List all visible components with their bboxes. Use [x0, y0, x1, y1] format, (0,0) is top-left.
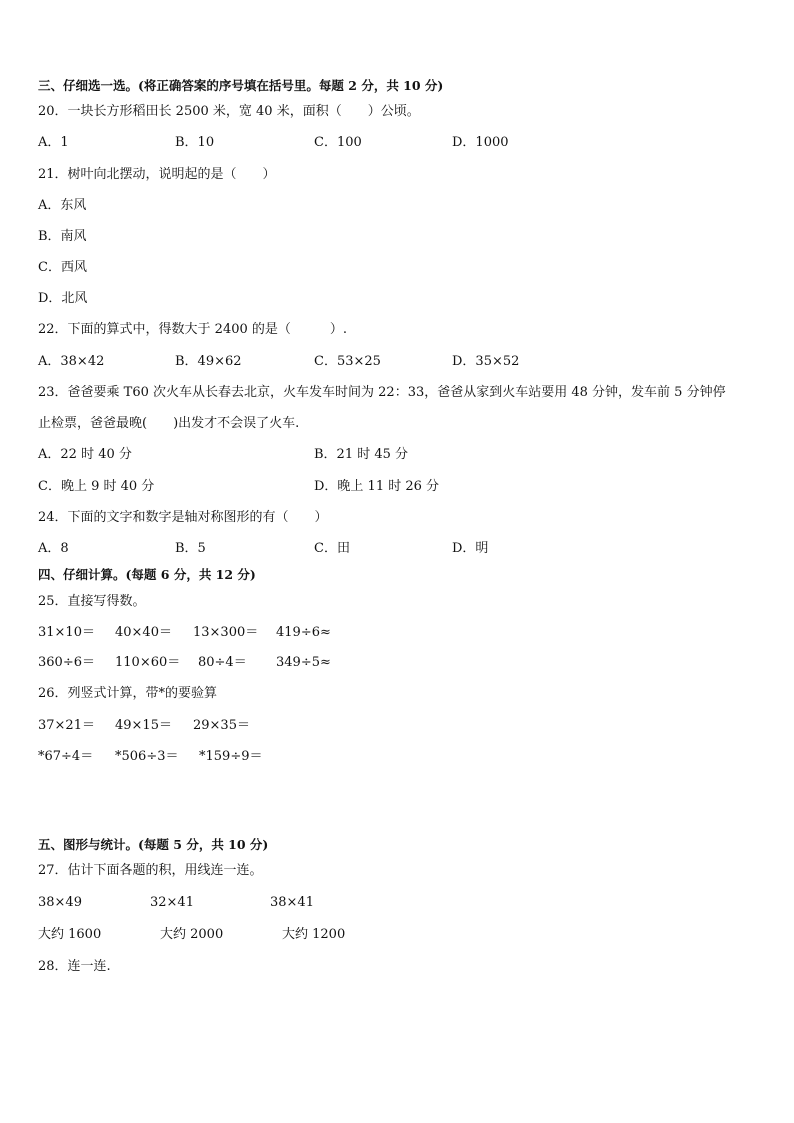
q20-option-b: B．10: [175, 135, 215, 150]
q21-option-b: B．南风: [38, 229, 87, 244]
question-24-stem: 24．下面的文字和数字是轴对称图形的有（ ）: [38, 510, 328, 525]
section-heading-calculation: 四、仔细计算。(每题 6 分，共 12 分): [38, 567, 256, 582]
question-21-stem: 21．树叶向北摆动，说明起的是（ ）: [38, 167, 276, 182]
q24-option-a: A．8: [38, 541, 69, 556]
q27-estimate: 大约 1600: [38, 927, 102, 942]
q20-option-d: D．1000: [452, 135, 509, 150]
question-20-stem: 20．一块长方形稻田长 2500 米，宽 40 米，面积（ ）公顷。: [38, 104, 420, 119]
q20-option-a: A．1: [38, 135, 69, 150]
section-heading-choice: 三、仔细选一选。(将正确答案的序号填在括号里。每题 2 分，共 10 分): [38, 78, 444, 93]
q27-product: 32×41: [150, 895, 194, 910]
q22-option-a: A．38×42: [38, 354, 105, 369]
q23-option-c: C．晚上 9 时 40 分: [38, 479, 155, 494]
q20-option-c: C．100: [314, 135, 362, 150]
q21-option-a: A．东风: [38, 198, 87, 213]
q26-expr: *67÷4＝: [38, 749, 94, 764]
q26-expr: 29×35＝: [193, 718, 250, 733]
q24-option-b: B．5: [175, 541, 206, 556]
question-25-stem: 25．直接写得数。: [38, 594, 146, 609]
q22-option-c: C．53×25: [314, 354, 381, 369]
q23-option-d: D．晚上 11 时 26 分: [314, 479, 440, 494]
q25-expr: 40×40＝: [115, 625, 172, 640]
q25-expr: 13×300＝: [193, 625, 259, 640]
q27-estimate: 大约 1200: [282, 927, 346, 942]
section-heading-graphs: 五、图形与统计。(每题 5 分，共 10 分): [38, 837, 269, 852]
q26-expr: 37×21＝: [38, 718, 95, 733]
question-23-stem-line1: 23．爸爸要乘 T60 次火车从长春去北京，火车发车时间为 22：33，爸爸从家到火车站要用 48 分钟，发车前 5 分钟停: [38, 385, 726, 400]
q24-option-c: C．田: [314, 541, 350, 556]
q26-expr: *506÷3＝: [115, 749, 179, 764]
q21-option-c: C．西风: [38, 260, 87, 275]
q24-option-d: D．明: [452, 541, 489, 556]
q25-expr: 110×60＝: [115, 655, 181, 670]
q23-option-a: A．22 时 40 分: [38, 447, 132, 462]
q25-expr: 80÷4＝: [198, 655, 247, 670]
q26-expr: 49×15＝: [115, 718, 172, 733]
question-27-stem: 27．估计下面各题的积，用线连一连。: [38, 863, 263, 878]
q25-expr: 360÷6＝: [38, 655, 95, 670]
q27-product: 38×41: [270, 895, 314, 910]
question-22-stem: 22．下面的算式中，得数大于 2400 的是（ ）.: [38, 322, 348, 337]
question-28-stem: 28．连一连.: [38, 959, 111, 974]
q25-expr: 31×10＝: [38, 625, 95, 640]
question-26-stem: 26．列竖式计算，带*的要验算: [38, 686, 218, 701]
q25-expr: 349÷5≈: [276, 655, 331, 670]
question-23-stem-line2: 止检票，爸爸最晚( )出发才不会误了火车.: [38, 416, 300, 431]
q22-option-b: B．49×62: [175, 354, 242, 369]
q26-expr: *159÷9＝: [199, 749, 263, 764]
q25-expr: 419÷6≈: [276, 625, 331, 640]
q27-estimate: 大约 2000: [160, 927, 224, 942]
q21-option-d: D．北风: [38, 291, 88, 306]
q22-option-d: D．35×52: [452, 354, 520, 369]
q27-product: 38×49: [38, 895, 82, 910]
q23-option-b: B．21 时 45 分: [314, 447, 409, 462]
